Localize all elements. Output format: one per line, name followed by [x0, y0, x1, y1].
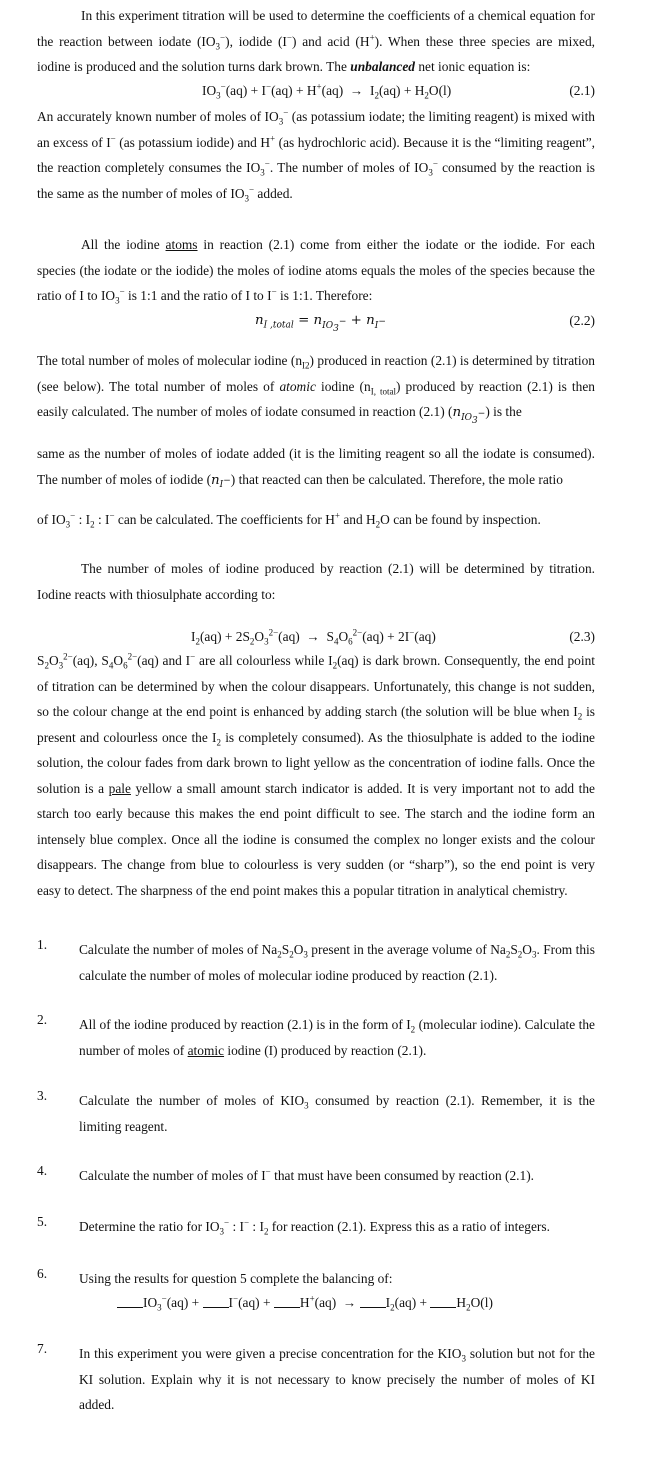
coefficient-blank[interactable]	[360, 1295, 386, 1308]
balancing-equation: $IO_3^-(aq) + I^-(aq) + H^+(aq) \to I_2(aq) + H_2O(l)$	[117, 1292, 595, 1314]
question-3: 3. Calculate the number of moles of $KIO_3$ consumed by reaction (2.1). Remember, it is the limiting reagent.	[37, 1088, 595, 1134]
starch-indicator-paragraph: $S_2O_3^{2-}(aq)$, $S_4O_6^{2-}(aq)$ and I− are all colourless while $I_2(aq)$ is dark brown. Consequently, the end point of titration can be determined by when the colour disappears. Unfortunately, this change is not sudden, so the colour change at the end point is enhanced by adding starch (the solution will be blue when $I_2$ is present and colourless once the $I_2$ is completely consumed). As the thiosulphate is added to the iodine solution, the colour fades from dark brown to light yellow as the concentration of iodine falls. Once the solution is a pale yellow a small amount starch indicator is added. It is very important not to add the starch too early because this makes the end point difficult to see. The starch and the iodine form an intensely blue complex. Once all the iodine is consumed the complex no longer exists and the colour disappears. The change from blue to colourless is very sudden (or “sharp”), so the end point is very easy to detect. The sharpness of the end point makes this a popular titration in analytical chemistry.	[37, 651, 595, 898]
coefficient-blank[interactable]	[430, 1295, 456, 1308]
question-4: 4. Calculate the number of moles of I− that must have been consumed by reaction (2.1).	[37, 1163, 535, 1183]
mole-ratio-paragraph: of $IO_3^-$ : $I_2$ : I− can be calculated. The coefficients for H+ and $H_2O$ can be found by inspection.	[37, 510, 541, 530]
titration-intro-paragraph: The number of moles of iodine produced by reaction (2.1) will be determined by titration. Iodine reacts with thiosulphate according to:	[37, 561, 595, 602]
question-5: 5. Determine the ratio for $IO_3^-$ : I− : $I_2$ for reaction (2.1). Express this as a ratio of integers.	[37, 1214, 550, 1237]
question-7: 7. In this experiment you were given a precise concentration for the $KIO_3$ solution but not for the KI solution. Explain why it is not necessary to know precisely the number of moles of KI added.	[37, 1341, 595, 1412]
question-2: 2. All of the iodine produced by reaction (2.1) is in the form of $I_2$ (molecular iodine). Calculate the number of moles of atomic iodine (I) produced by reaction (2.1).	[37, 1012, 595, 1058]
coefficient-blank[interactable]	[274, 1295, 300, 1308]
iodate-added-paragraph: same as the number of moles of iodate added (it is the limiting reagent so all the iodate is consumed). The number of moles of iodide $(n_{I^-})$ that reacted can then be calculated. Therefore, the mole ratio	[37, 446, 595, 491]
equation-number: (2.3)	[569, 629, 595, 644]
iodine-atoms-paragraph: All the iodine atoms in reaction (2.1) come from either the iodate or the iodide. For each species (the iodate or the iodide) the moles of iodine atoms equals the moles of the species because the ratio of I to $IO_3^-$ is 1:1 and the ratio of I to I− is 1:1. Therefore:	[37, 237, 595, 306]
equation-2-2: $n_{I ,total} = n_{IO_3^-} + n_{I^-}$ (2.2)	[37, 310, 595, 332]
question-1: 1. Calculate the number of moles of $Na_2S_2O_3$ present in the average volume of $Na_2S_2O_3$. From this calculate the number of moles of molecular iodine produced by reaction (2.1).	[37, 937, 595, 983]
total-moles-paragraph: The total number of moles of molecular iodine $(n_{I2})$ produced in reaction (2.1) is determined by titration (see below). The total number of moles of atomic iodine $(n_{I, total})$ produced by reaction (2.1) is then easily calculated. The number of moles of iodate consumed in reaction (2.1) $(n_{IO_3^-})$ is the	[37, 353, 595, 426]
coefficient-blank[interactable]	[117, 1295, 143, 1308]
equation-2-1: $IO_3^-(aq) + I^-(aq) + H^+(aq) \to I_2(aq) + H_2O(l)$ (2.1)	[202, 81, 595, 101]
coefficient-blank[interactable]	[203, 1295, 229, 1308]
equation-number: (2.1)	[569, 83, 595, 98]
equation-number: (2.2)	[569, 313, 595, 328]
intro-paragraph: In this experiment titration will be used to determine the coefficients of a chemical equation for the reaction between iodate $(IO_3^-)$, iodide (I−) and acid (H+). When these three species are mixed, iodine is produced and the solution turns dark brown. The unbalanced net ionic equation is:	[37, 8, 595, 74]
limiting-reagent-paragraph: An accurately known number of moles of $IO_3^-$ (as potassium iodate; the limiting reagent) is mixed with an excess of I− (as potassium iodide) and H+ (as hydrochloric acid). Because it is the “limiting reagent”, the reaction completely consumes the $IO_3^-$. The number of moles of $IO_3^-$ consumed by the reaction is the same as the number of moles of $IO_3^-$ added.	[37, 107, 596, 204]
question-6: 6. Using the results for question 5 complete the balancing of: $IO_3^-(aq) + I^-(aq) + H^+(aq) \to I_2(aq) + H_2O(l)$	[37, 1266, 595, 1314]
equation-2-3: $I_2(aq) + 2S_2O_3^{2-}(aq) \to S_4O_6^{2-}(aq) + 2I^-(aq)$ (2.3)	[191, 627, 595, 647]
